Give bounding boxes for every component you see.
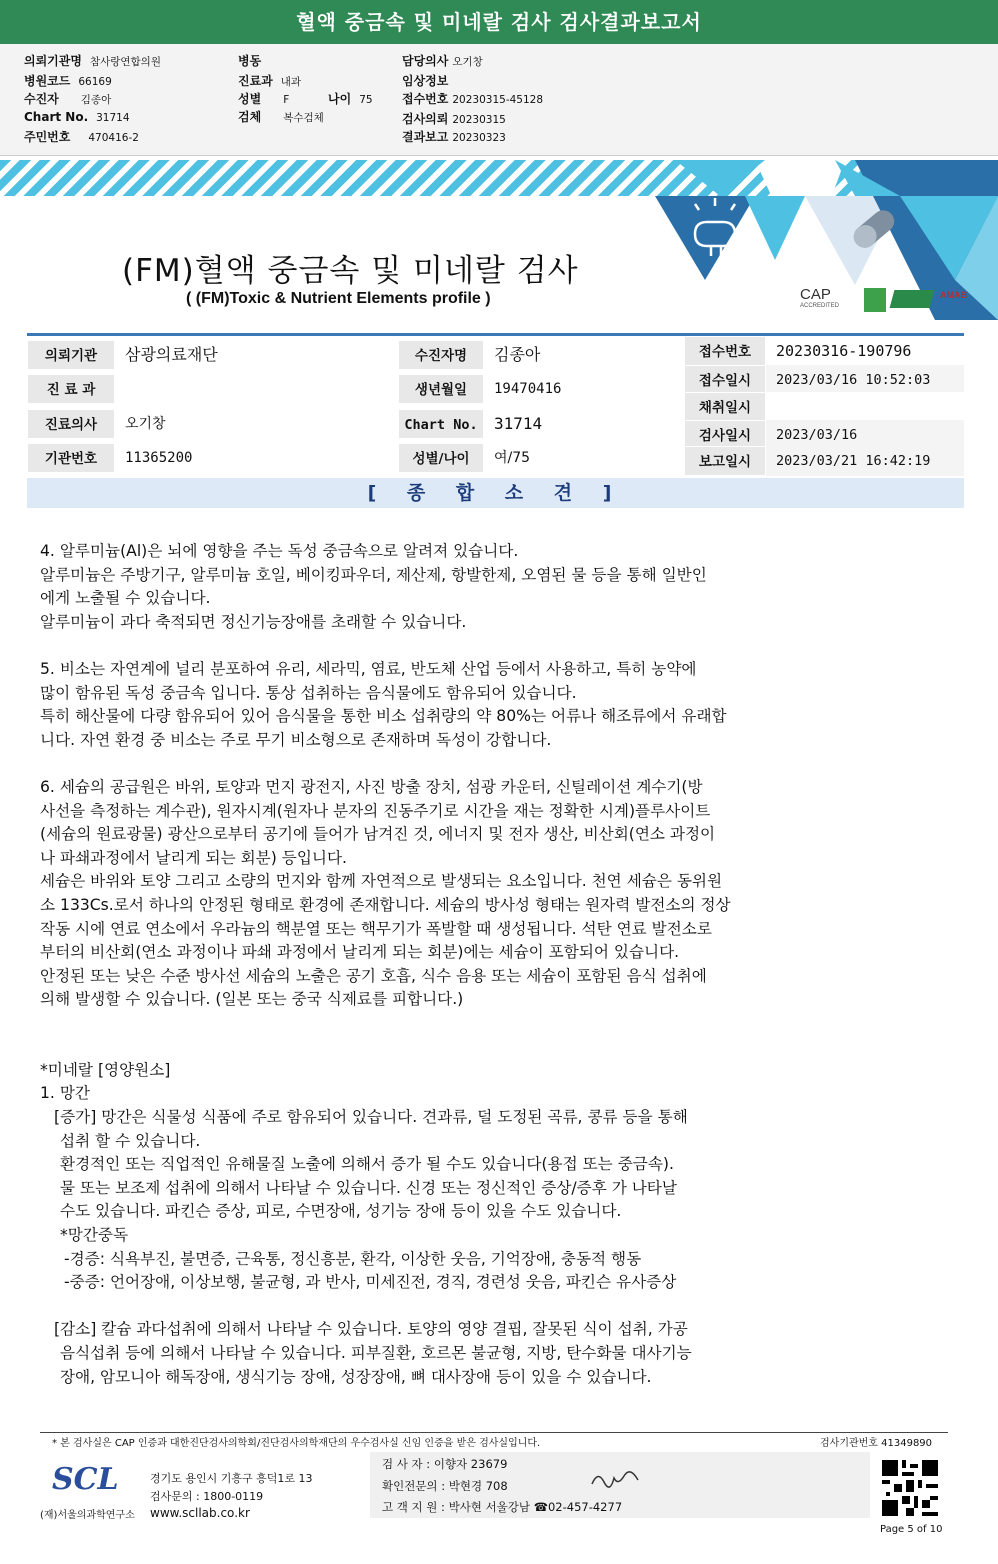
footer-accreditation-note: * 본 검사실은 CAP 인증과 대한진단검사의학회/진단검사의학재단의 우수검사실 신임 인증을 받은 검사실입니다. (52, 1438, 541, 1449)
qr-code-icon (882, 1460, 938, 1516)
value-doctor: 오기창 (115, 409, 398, 439)
value-receipt-date: 2023/03/16 10:52:03 (766, 365, 964, 395)
report-title: (FM)혈액 중금속 및 미네랄 검사 (122, 253, 579, 289)
value-test-date: 2023/03/16 (766, 420, 964, 450)
top-info-row: 주민번호 470416-2 (24, 130, 139, 144)
top-info-row: 병동 (238, 54, 262, 68)
footer-website: www.scllab.co.kr (150, 1506, 250, 1520)
body-line: 6. 세슘의 공급원은 바위, 토양과 먼지 광전지, 사진 방출 장치, 섬광 카운터, 신틸레이션 계수기(방 (40, 777, 703, 796)
body-line: 의해 발생할 수 있습니다. (일본 또는 중국 식제료를 피합니다.) (40, 990, 464, 1009)
top-info-row: 검사의뢰 20230315 (402, 112, 506, 126)
body-line: 작동 시에 연료 연소에서 우라늄의 핵분열 또는 핵무기가 폭발할 때 생성됩니다. 석탄 연료 발전소로 (40, 919, 712, 938)
label-collect-date: 채취일시 (684, 392, 766, 422)
body-line: 많이 함유된 독성 중금속 입니다. 통상 섭취하는 음식물에도 함유되어 있습니다. (40, 683, 577, 702)
era-logo-icon (890, 290, 935, 308)
body-line: 섭취 할 수 있습니다. (60, 1131, 201, 1150)
body-line: 환경적인 또는 직업적인 유해물질 노출에 의해서 증가 될 수도 있습니다(용접 또는 중금속). (60, 1155, 674, 1174)
value-report-date: 2023/03/21 16:42:19 (766, 446, 964, 476)
body-line: 부터의 비산회(연소 과정이나 파쇄 과정에서 날리게 되는 회분)에는 세슘이 포함되어 있습니다. (40, 943, 680, 962)
body-line: 4. 알루미늄(Al)은 뇌에 영향을 주는 독성 중금속으로 알려져 있습니다. (40, 542, 519, 560)
top-info-row: 수진자 김종아 (24, 92, 112, 106)
summary-section-title: [ 종 합 소 견 ] (27, 478, 964, 508)
label-patient: 수진자명 (398, 340, 484, 370)
top-info-row: 검체 복수검체 (238, 110, 324, 124)
report-subtitle: ( (FM)Toxic & Nutrient Elements profile ) (186, 290, 491, 307)
tester-info: 검 사 자 : 이향자 23679 (382, 1457, 508, 1471)
value-receipt-no: 20230316-190796 (766, 336, 964, 366)
accreditation-logos (800, 282, 998, 318)
value-institution: 삼광의료재단 (115, 340, 398, 370)
amab-logo: AMAB (940, 290, 967, 300)
footer-registration-no: 검사기관번호 41349890 (820, 1438, 933, 1449)
body-line: 알루미늄이 과다 축적되면 정신기능장애를 초래할 수 있습니다. (40, 612, 467, 631)
scl-logo: SCL (52, 1462, 119, 1497)
scl-logo-subtitle: (재)서울의과학연구소 (40, 1510, 135, 1521)
top-info-row: 진료과 내과 (238, 74, 302, 88)
body-line: 세슘은 바위와 토양 그리고 소량의 먼지와 함께 자연적으로 발생되는 요소입니다. 천연 세슘은 동위원 (40, 872, 723, 891)
body-line: 물 또는 보조제 섭취에 의해서 나타날 수 있습니다. 신경 또는 정신적인 증상/증후 가 나타날 (60, 1178, 677, 1197)
body-line: 특히 해산물에 다량 함유되어 있어 음식물을 통한 비소 섭취량의 약 80%는 어류나 해조류에서 유래합 (40, 707, 727, 726)
label-sex-age: 성별/나이 (398, 443, 484, 473)
body-line: 나 파쇄과정에서 날리게 되는 회분) 등입니다. (40, 848, 347, 867)
value-chart: 31714 (484, 409, 676, 439)
body-line: (세슘의 원료광물) 광산으로부터 공기에 들어가 남겨진 것, 에너지 및 전자 생산, 비산회(연소 과정이 (40, 825, 716, 844)
body-line: 음식섭취 등에 의해서 나타날 수 있습니다. 피부질환, 호르몬 불균형, 지방, 탄수화물 대사기능 (60, 1344, 692, 1362)
label-birth: 생년월일 (398, 374, 484, 404)
top-info-row: 접수번호 20230315-45128 (402, 92, 544, 106)
top-info-age: 나이 75 (328, 92, 373, 106)
summary-body (40, 540, 940, 1389)
top-info-row: 병원코드 66169 (24, 74, 112, 88)
label-receipt-date: 접수일시 (684, 365, 766, 395)
support-info: 고 객 지 원 : 박사현 서울강남 ☎02-457-4277 (382, 1500, 623, 1514)
value-department (115, 374, 398, 404)
report-banner-title: 혈액 중금속 및 미네랄 검사 검사결과보고서 (0, 0, 998, 44)
body-line: -경증: 식욕부진, 불면증, 근육통, 정신흥분, 환각, 이상한 웃음, 기억장애, 충동적 행동 (64, 1249, 642, 1268)
manganese-toxicity-heading: *망간중독 (60, 1226, 129, 1245)
label-report-date: 보고일시 (684, 446, 766, 476)
body-line: 에게 노출될 수 있습니다. (40, 589, 211, 608)
top-info-row: 결과보고 20230323 (402, 130, 506, 144)
body-line: 장애, 암모니아 해독장애, 생식기능 장애, 성장장애, 뼈 대사장애 등이 있을 수 있습니다. (60, 1367, 652, 1386)
top-info-row: Chart No. 31714 (24, 110, 130, 124)
footer-rule (40, 1432, 948, 1433)
confirm-doctor-info: 확인전문의 : 박현경 708 (382, 1479, 508, 1493)
body-line: 니다. 자연 환경 중 비소는 주로 무기 비소형으로 존재하며 독성이 강합니다. (40, 730, 552, 749)
label-inst-no: 기관번호 (27, 443, 115, 473)
value-collect-date (766, 392, 964, 422)
top-patient-info (0, 44, 998, 156)
signature-image (590, 1468, 640, 1497)
body-line: 5. 비소는 자연계에 널리 분포하여 유리, 세라믹, 염료, 반도체 산업 등에서 사용하고, 특히 농약에 (40, 659, 697, 678)
body-line: 소 133Cs.로서 하나의 안정된 형태로 환경에 존재합니다. 세슘의 방사성 형태는 원자력 발전소의 정상 (40, 895, 731, 914)
manganese-heading: 1. 망간 (40, 1084, 90, 1103)
label-department: 진 료 과 (27, 374, 115, 404)
top-info-row: 임상정보 (402, 74, 449, 88)
body-line: 안정된 또는 낮은 수준 방사선 세슘의 노출은 공기 호흡, 식수 음용 또는 세슘이 포함된 음식 섭취에 (40, 966, 707, 985)
body-line: -중증: 언어장애, 이상보행, 불균형, 과 반사, 미세진전, 경직, 경련성 웃음, 파킨슨 유사증상 (64, 1273, 677, 1292)
label-doctor: 진료의사 (27, 409, 115, 439)
body-line: [증가] 망간은 식물성 식품에 주로 함유되어 있습니다. 견과류, 덜 도정된 곡류, 콩류 등을 통해 (54, 1108, 688, 1127)
top-info-row: 담당의사 오기창 (402, 54, 483, 68)
page-number: Page 5 of 10 (880, 1524, 943, 1535)
label-receipt-no: 접수번호 (684, 336, 766, 366)
value-inst-no: 11365200 (115, 443, 398, 473)
body-line: [감소] 칼슘 과다섭취에 의해서 나타날 수 있습니다. 토양의 영양 결핍, 잘못된 식이 섭취, 가공 (54, 1320, 688, 1339)
footer-phone: 검사문의 : 1800-0119 (150, 1490, 264, 1503)
label-institution: 의뢰기관 (27, 340, 115, 370)
value-patient: 김종아 (484, 340, 676, 370)
value-birth: 19470416 (484, 374, 676, 404)
value-sex-age: 여/75 (484, 443, 676, 473)
top-info-row: 의뢰기관명 참사랑연합의원 (24, 54, 161, 68)
label-test-date: 검사일시 (684, 420, 766, 450)
body-line: 사선을 측정하는 계수관), 원자시계(원자나 분자의 진동주기로 시간을 재는 정확한 시계)플루사이트 (40, 801, 711, 820)
body-line: 알루미늄은 주방기구, 알루미늄 호일, 베이킹파우더, 제산제, 항발한제, 오염된 물 등을 통해 일반인 (40, 565, 707, 584)
lm-logo-icon (864, 288, 886, 312)
top-info-row: 성별 F (238, 92, 290, 106)
mineral-heading: *미네랄 [영양원소] (40, 1060, 171, 1079)
body-line: 수도 있습니다. 파킨슨 증상, 피로, 수면장애, 성기능 장애 등이 있을 수도 있습니다. (60, 1202, 622, 1221)
cap-logo: CAP ACCREDITED (800, 286, 840, 309)
footer-address: 경기도 용인시 기흥구 흥덕1로 13 (150, 1472, 313, 1485)
label-chart: Chart No. (398, 409, 484, 439)
